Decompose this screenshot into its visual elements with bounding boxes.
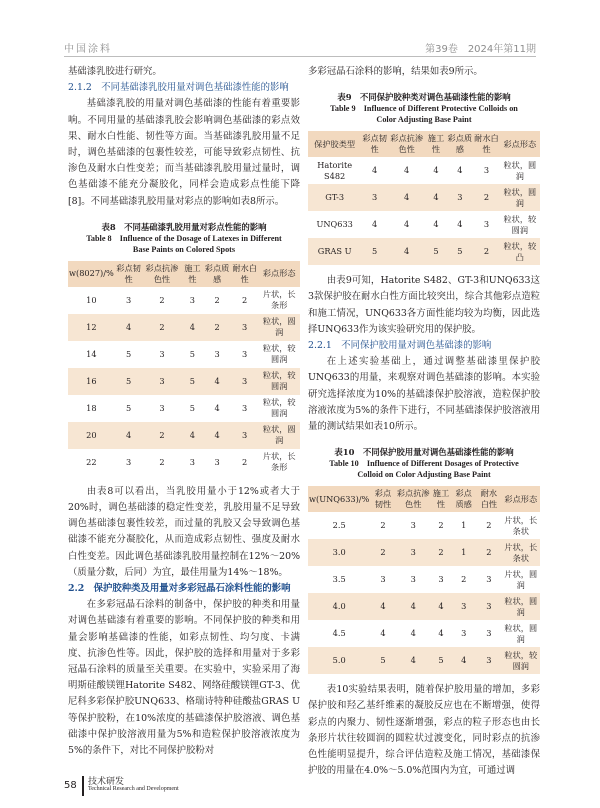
- table-row: [68, 422, 300, 449]
- paragraph: 由表8可以看出，当乳胶用量小于12%或者大于20%时，调色基础漆的稳定性变差，乳胶用量不足导致调色基础漆包裹性较差，而过量的乳胶又会导致调色基础漆不能充分凝胶化，从而造成彩点韧性、强度及耐水白性变差。因此调色基础漆乳胶用量控制在12%～20%（质量分数，后同）为宜，最佳用量为14%～18%。: [68, 485, 300, 578]
- table-row: [68, 314, 300, 341]
- table-9: [308, 92, 540, 265]
- table-cell: 3: [142, 395, 181, 422]
- table-header-cell: 耐水白性: [476, 486, 501, 512]
- table-cell: 2: [142, 422, 181, 449]
- table-cell: 2: [370, 539, 395, 566]
- table-header-cell: 彩点抗渗色性: [388, 131, 426, 157]
- table-cell: 5: [182, 341, 204, 368]
- table-cell: 粒状，圆润: [258, 422, 300, 449]
- table-cell: 2: [203, 287, 231, 314]
- table-cell: 片状，长条状: [502, 539, 540, 566]
- table-cell: 粒状，较圆润: [258, 368, 300, 395]
- table-cell: 4: [447, 157, 474, 184]
- table-header-cell: 耐水白性: [473, 131, 500, 157]
- table-cell: 2: [431, 512, 451, 539]
- table-cell: 3: [370, 566, 395, 593]
- table-row: [308, 566, 540, 593]
- table-cell: 4: [203, 368, 231, 395]
- table-cell: 2: [431, 539, 451, 566]
- footer-section-cn: 技术研发: [88, 777, 125, 787]
- table-cell: 4: [447, 211, 474, 238]
- table-cell: 4: [182, 314, 204, 341]
- table-cell: 5: [182, 368, 204, 395]
- table-cell: 4: [388, 238, 426, 265]
- table-cell: 3: [476, 620, 501, 647]
- table-cell: 3: [203, 449, 231, 476]
- section-heading-2-1-2: 2.1.2 不同基础漆乳胶用量对调色基础漆性能的影响: [68, 82, 289, 94]
- table-10: [308, 447, 540, 674]
- table-cell: 3: [396, 566, 431, 593]
- table-header-cell: w(8027)/%: [68, 261, 115, 287]
- table-row: [308, 512, 540, 539]
- table-row: [308, 593, 540, 620]
- table-cell: 3: [231, 395, 259, 422]
- table-cell: 4: [425, 211, 446, 238]
- table-cell: 10: [68, 287, 115, 314]
- table-cell: 3: [231, 422, 259, 449]
- table-cell: 粒状，圆润: [258, 314, 300, 341]
- table-header-cell: 彩点韧性: [370, 486, 395, 512]
- table-cell: 3: [396, 512, 431, 539]
- table-cell: 4: [361, 211, 388, 238]
- table-cell: 3: [182, 449, 204, 476]
- table-caption-cn: 表9 不同保护胶种类对调色基础漆性能的影响: [337, 92, 511, 103]
- table-cell: 粒状，圆润: [500, 157, 540, 184]
- paragraph: 基础漆乳胶进行研究。: [68, 66, 162, 77]
- table-cell: 4: [451, 647, 476, 674]
- table-cell: 1: [451, 512, 476, 539]
- paragraph: 基础漆乳胶的用量对调色基础漆的性能有着重要影响。不同用量的基础漆乳胶会影响调色基础漆的彩点效果、耐水白性能、韧性等方面。当基础漆乳胶用量不足时，调色基础漆的包裹性较差，可能导致彩点韧性、抗渗色及耐水白性变差；而当基础漆乳胶用量过量时，调色基础漆不能充分凝胶化，同样会造成彩点性能下降[8]。不同基础漆乳胶用量对彩点的影响如表8所示。: [68, 98, 300, 207]
- table-header-cell: 施工性: [425, 131, 446, 157]
- table-cell: 4: [425, 157, 446, 184]
- journal-name: 中国涂料: [64, 44, 112, 55]
- table-cell: 2: [142, 287, 181, 314]
- table-cell: 3: [431, 566, 451, 593]
- table-cell: 粒状，较圆润: [502, 647, 540, 674]
- table-cell: 2: [476, 512, 501, 539]
- table-header-cell: 彩点抗渗色性: [142, 261, 181, 287]
- table-cell: 片状，长条形: [258, 287, 300, 314]
- data-table: [308, 131, 540, 265]
- table-cell: 3: [451, 620, 476, 647]
- table-cell: 5: [182, 395, 204, 422]
- table-cell: 5: [361, 238, 388, 265]
- left-column: [68, 64, 300, 759]
- table-cell: 片状，长条形: [258, 449, 300, 476]
- table-cell: 片状，圆润: [502, 566, 540, 593]
- table-cell: 4: [396, 647, 431, 674]
- table-cell: 2: [142, 449, 181, 476]
- table-header-cell: 彩点质感: [203, 261, 231, 287]
- table-cell: Hatorite S482: [308, 157, 361, 184]
- data-table: [68, 261, 300, 476]
- table-cell: 4: [370, 593, 395, 620]
- page-footer: [64, 772, 264, 802]
- table-8: [68, 222, 300, 476]
- table-caption-en: Table 8 Influence of the Dosage of Latexes in Different: [86, 233, 282, 243]
- paragraph: 在多彩冠晶石涂料的制备中，保护胶的种类和用量对调色基础漆有着重要的影响。不同保护胶的种类和用量会影响基础漆的性能，如彩点韧性、均匀度、卡满度、抗渗色性等。因此，保护胶的选择和用量对于多彩冠晶石涂料的质量至关重要。在实验中，实验采用了海明斯硅酸镁锂Hatorite S482、网络硅酸镁锂GT-3、优尼科多彩保护胶UNQ633、格瑞诗特种硅酸盐GRAS U等保护胶粉，在10%浓度的基础漆保护胶溶液、调色基础漆中保护胶溶液用量为5%和造粒保护胶溶液浓度为5%的条件下，对比不同保护胶粉对: [68, 599, 300, 757]
- table-cell: 4.0: [308, 593, 370, 620]
- section-heading-2-2-1: 2.2.1 不同保护胶用量对调色基础漆的影响: [308, 340, 492, 352]
- table-cell: 3: [182, 287, 204, 314]
- table-header-cell: 彩点韧性: [361, 131, 388, 157]
- table-cell: 18: [68, 395, 115, 422]
- table-cell: 4: [431, 620, 451, 647]
- table-cell: 14: [68, 341, 115, 368]
- table-cell: 3: [476, 593, 501, 620]
- table-cell: 3: [447, 184, 474, 211]
- table-header-cell: 施工性: [182, 261, 204, 287]
- table-cell: 粒状，较凸: [500, 238, 540, 265]
- table-cell: 5: [425, 238, 446, 265]
- table-cell: 3: [231, 341, 259, 368]
- table-cell: 5: [431, 647, 451, 674]
- table-row: [68, 449, 300, 476]
- table-cell: 粒状，较圆润: [500, 211, 540, 238]
- table-cell: 4: [425, 184, 446, 211]
- table-cell: 2: [370, 512, 395, 539]
- table-cell: 4: [370, 620, 395, 647]
- table-cell: GRAS U: [308, 238, 361, 265]
- table-header-cell: 彩点质感: [451, 486, 476, 512]
- table-cell: 3: [142, 341, 181, 368]
- table-cell: 4.5: [308, 620, 370, 647]
- table-cell: 4: [203, 395, 231, 422]
- table-row: [68, 368, 300, 395]
- table-cell: 2: [473, 184, 500, 211]
- table-cell: 粒状，圆润: [502, 620, 540, 647]
- table-header-cell: 彩点质感: [447, 131, 474, 157]
- table-cell: 1: [451, 539, 476, 566]
- table-cell: 5: [447, 238, 474, 265]
- table-cell: 3: [476, 566, 501, 593]
- table-cell: 2: [231, 287, 259, 314]
- table-cell: 粒状，较圆润: [258, 341, 300, 368]
- table-row: [308, 211, 540, 238]
- right-column: [308, 64, 540, 779]
- table-cell: 3: [473, 211, 500, 238]
- table-cell: 5.0: [308, 647, 370, 674]
- table-cell: 3.0: [308, 539, 370, 566]
- table-cell: 3: [203, 341, 231, 368]
- table-cell: 22: [68, 449, 115, 476]
- table-row: [308, 539, 540, 566]
- table-cell: 3: [396, 539, 431, 566]
- table-cell: 3: [115, 287, 143, 314]
- table-row: [308, 647, 540, 674]
- table-header-cell: 彩点韧性: [115, 261, 143, 287]
- table-header-cell: 耐水白性: [231, 261, 259, 287]
- paragraph: 表10实验结果表明，随着保护胶用量的增加，多彩保护胶和羟乙基纤维素的凝胶反应也在不断增强，使得彩点的内聚力、韧性逐渐增强，彩点的粒子形态也由长条形片状往较圆润的圆粒状过渡变化，同时彩点的抗渗色性能明显提升，综合评估造粒及施工情况，基础漆保护胶的用量在4.0%～5.0%范围内为宜，可通过调: [308, 684, 540, 777]
- table-cell: 粒状，圆润: [502, 593, 540, 620]
- table-caption-en: Table 9 Influence of Different Protective Colloids on: [330, 104, 518, 114]
- table-header-cell: 彩点抗渗色性: [396, 486, 431, 512]
- table-header-cell: w(UNQ633)/%: [308, 486, 370, 512]
- table-cell: 4: [203, 422, 231, 449]
- paragraph: 多彩冠晶石涂料的影响，结果如表9所示。: [308, 66, 483, 77]
- table-row: [308, 157, 540, 184]
- table-caption-cn: 表8 不同基础漆乳胶用量对彩点性能的影响: [101, 221, 267, 232]
- table-cell: 4: [361, 157, 388, 184]
- table-caption-en: Base Paints on Colored Spots: [132, 244, 236, 254]
- table-cell: 3: [473, 157, 500, 184]
- table-cell: 3: [361, 184, 388, 211]
- table-cell: 4: [182, 422, 204, 449]
- table-cell: 4: [388, 211, 426, 238]
- table-cell: 3: [451, 593, 476, 620]
- table-row: [68, 395, 300, 422]
- page-header: [0, 0, 600, 58]
- table-cell: 3: [115, 449, 143, 476]
- table-cell: 4: [388, 184, 426, 211]
- footer-section-en: Technical Research and Development: [88, 786, 179, 792]
- table-cell: 3: [231, 314, 259, 341]
- table-row: [308, 620, 540, 647]
- table-cell: 2: [142, 314, 181, 341]
- table-cell: 12: [68, 314, 115, 341]
- table-header-cell: 彩点形态: [502, 486, 540, 512]
- table-cell: 2: [451, 566, 476, 593]
- page-number: 58: [64, 780, 77, 791]
- table-cell: 5: [370, 647, 395, 674]
- table-header-cell: 彩点形态: [258, 261, 300, 287]
- table-caption-cn: 表10 不同保护胶用量对调色基础漆性能的影响: [334, 447, 514, 458]
- table-cell: 2: [203, 314, 231, 341]
- table-cell: 4: [115, 314, 143, 341]
- table-row: [68, 341, 300, 368]
- table-cell: 4: [115, 422, 143, 449]
- data-table: [308, 486, 540, 674]
- table-cell: 粒状，圆润: [500, 184, 540, 211]
- table-header-cell: 彩点形态: [500, 131, 540, 157]
- table-cell: UNQ633: [308, 211, 361, 238]
- table-caption-en: Colloid on Color Adjusting Base Paint: [357, 470, 491, 480]
- table-cell: 3: [142, 368, 181, 395]
- table-cell: 3.5: [308, 566, 370, 593]
- footer-divider: [82, 776, 84, 796]
- table-cell: 5: [115, 395, 143, 422]
- table-row: [308, 238, 540, 265]
- table-caption-en: Table 10 Influence of Different Dosages of Protective: [329, 459, 519, 469]
- table-cell: 5: [115, 341, 143, 368]
- section-heading-2-2: 2.2 保护胶种类及用量对多彩冠晶石涂料性能的影响: [68, 583, 291, 595]
- table-cell: 4: [396, 593, 431, 620]
- table-cell: 粒状，较圆润: [258, 395, 300, 422]
- table-cell: 3: [231, 368, 259, 395]
- issue-info: 第39卷 2024年第11期: [425, 44, 536, 55]
- table-cell: GT-3: [308, 184, 361, 211]
- table-cell: 5: [115, 368, 143, 395]
- paragraph: 由表9可知，Hatorite S482、GT-3和UNQ633这3款保护胶在耐水白性方面比较突出，综合其他彩点造粒和施工情况，UNQ633各方面性能均较为均衡，因此选择UNQ633作为该实验研究用的保护胶。: [308, 275, 540, 335]
- table-caption-en: Color Adjusting Base Paint: [376, 115, 472, 125]
- table-cell: 3: [476, 647, 501, 674]
- table-header-cell: 施工性: [431, 486, 451, 512]
- table-cell: 2: [476, 539, 501, 566]
- table-cell: 2: [231, 449, 259, 476]
- table-cell: 16: [68, 368, 115, 395]
- header-rule: [64, 56, 536, 57]
- table-cell: 2.5: [308, 512, 370, 539]
- table-cell: 4: [396, 620, 431, 647]
- paragraph: 在上述实验基础上，通过调整基础漆里保护胶UNQ633的用量，来观察对调色基础漆的影响。本实验研究选择浓度为10%的基础漆保护胶溶液，造粒保护胶溶液浓度为5%的条件下进行，不同基础漆保护胶溶液用量的测试结果如表10所示。: [308, 356, 540, 433]
- table-row: [308, 184, 540, 211]
- table-cell: 4: [388, 157, 426, 184]
- table-row: [68, 287, 300, 314]
- table-cell: 2: [473, 238, 500, 265]
- table-cell: 4: [431, 593, 451, 620]
- table-cell: 片状，长条状: [502, 512, 540, 539]
- table-header-cell: 保护胶类型: [308, 131, 361, 157]
- table-cell: 20: [68, 422, 115, 449]
